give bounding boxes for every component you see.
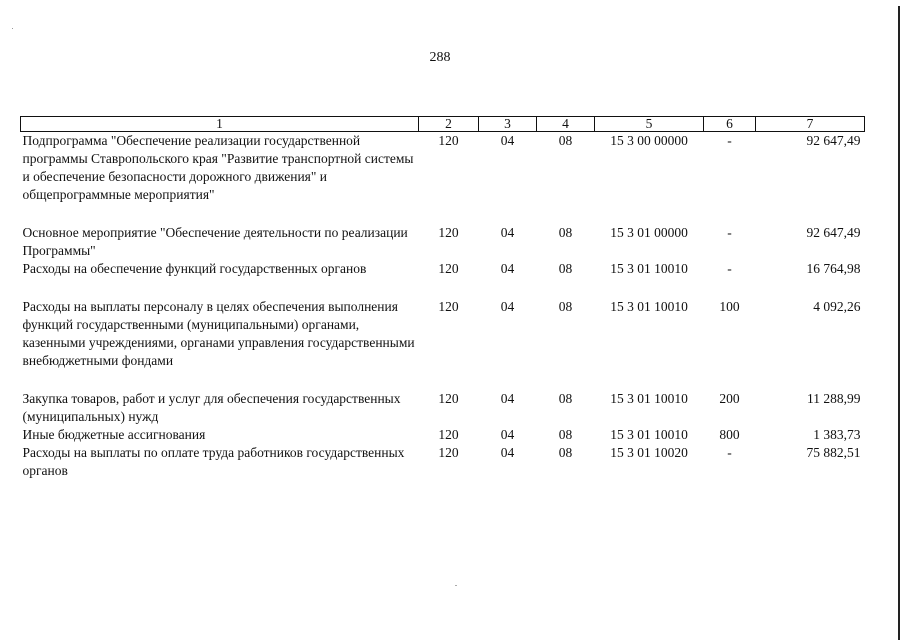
cell-c2: 120 (438, 225, 459, 240)
row-name: Расходы на обеспечение функций государственных органов (22, 261, 367, 276)
cell-c2: 120 (438, 261, 459, 276)
budget-table (20, 116, 865, 480)
cell-c3: 04 (500, 225, 515, 240)
column-header: 6 (704, 117, 756, 132)
cell-c6: - (727, 445, 732, 460)
cell-c2: 120 (438, 299, 459, 314)
column-header: 7 (756, 117, 865, 132)
column-header: 1 (21, 117, 419, 132)
cell-c5: 15 3 01 00000 (610, 225, 688, 240)
row-spacer (21, 278, 865, 298)
cell-c4: 08 (558, 261, 573, 276)
cell-c6: 800 (719, 427, 740, 442)
row-name: Подпрограмма "Обеспечение реализации государственной программы Ставропольского края "Развитие транспортной системы и обеспечение безопасности дорожного движения" и общепрограммные мероприятия" (22, 133, 414, 202)
table-row (21, 224, 865, 260)
row-name: Основное мероприятие "Обеспечение деятельности по реализации Программы" (22, 225, 408, 258)
row-name: Закупка товаров, работ и услуг для обеспечения государственных (муниципальных) нужд (22, 391, 401, 424)
cell-c3: 04 (500, 261, 515, 276)
row-spacer (21, 370, 865, 390)
cell-c2: 120 (438, 427, 459, 442)
cell-c6: - (727, 133, 732, 148)
column-header: 4 (537, 117, 595, 132)
row-name: Расходы на выплаты по оплате труда работников государственных органов (22, 445, 405, 478)
table-row (21, 298, 865, 370)
cell-c6: - (727, 225, 732, 240)
cell-c4: 08 (558, 427, 573, 442)
table-row (21, 426, 865, 444)
cell-c6: 100 (719, 299, 740, 314)
cell-c4: 08 (558, 299, 573, 314)
cell-c2: 120 (438, 133, 459, 148)
table-row (21, 390, 865, 426)
row-name: Расходы на выплаты персоналу в целях обеспечения выполнения функций государственными (муниципальными) органами, казенными учреждениями, органами управления государственными внебюджетными фондами (22, 299, 415, 368)
cell-c3: 04 (500, 391, 515, 406)
scan-speck (455, 585, 457, 586)
cell-c4: 08 (558, 133, 573, 148)
cell-amount: 92 647,49 (806, 133, 861, 148)
table-row (21, 260, 865, 278)
cell-c4: 08 (558, 225, 573, 240)
cell-amount: 92 647,49 (806, 225, 861, 240)
row-spacer (21, 204, 865, 224)
scan-speck (12, 28, 13, 29)
cell-c5: 15 3 01 10020 (610, 445, 688, 460)
cell-c3: 04 (500, 427, 515, 442)
cell-c6: - (727, 261, 732, 276)
cell-amount: 16 764,98 (806, 261, 861, 276)
cell-c5: 15 3 01 10010 (610, 391, 688, 406)
cell-c6: 200 (719, 391, 740, 406)
column-header: 2 (419, 117, 479, 132)
cell-amount: 1 383,73 (813, 427, 861, 442)
column-header: 3 (479, 117, 537, 132)
table-row (21, 444, 865, 480)
column-header: 5 (595, 117, 704, 132)
table-header-row (21, 117, 865, 132)
cell-c4: 08 (558, 445, 573, 460)
cell-c3: 04 (500, 445, 515, 460)
cell-c2: 120 (438, 445, 459, 460)
cell-amount: 75 882,51 (806, 445, 861, 460)
page-number: 288 (429, 50, 451, 65)
cell-c2: 120 (438, 391, 459, 406)
cell-c3: 04 (500, 299, 515, 314)
cell-c4: 08 (558, 391, 573, 406)
cell-amount: 4 092,26 (813, 299, 861, 314)
cell-amount: 11 288,99 (807, 391, 861, 406)
table-row (21, 132, 865, 205)
row-name: Иные бюджетные ассигнования (22, 427, 206, 442)
cell-c5: 15 3 01 10010 (610, 427, 688, 442)
scan-edge-line (898, 6, 900, 640)
cell-c3: 04 (500, 133, 515, 148)
cell-c5: 15 3 01 10010 (610, 299, 688, 314)
cell-c5: 15 3 01 10010 (610, 261, 688, 276)
cell-c5: 15 3 00 00000 (610, 133, 688, 148)
